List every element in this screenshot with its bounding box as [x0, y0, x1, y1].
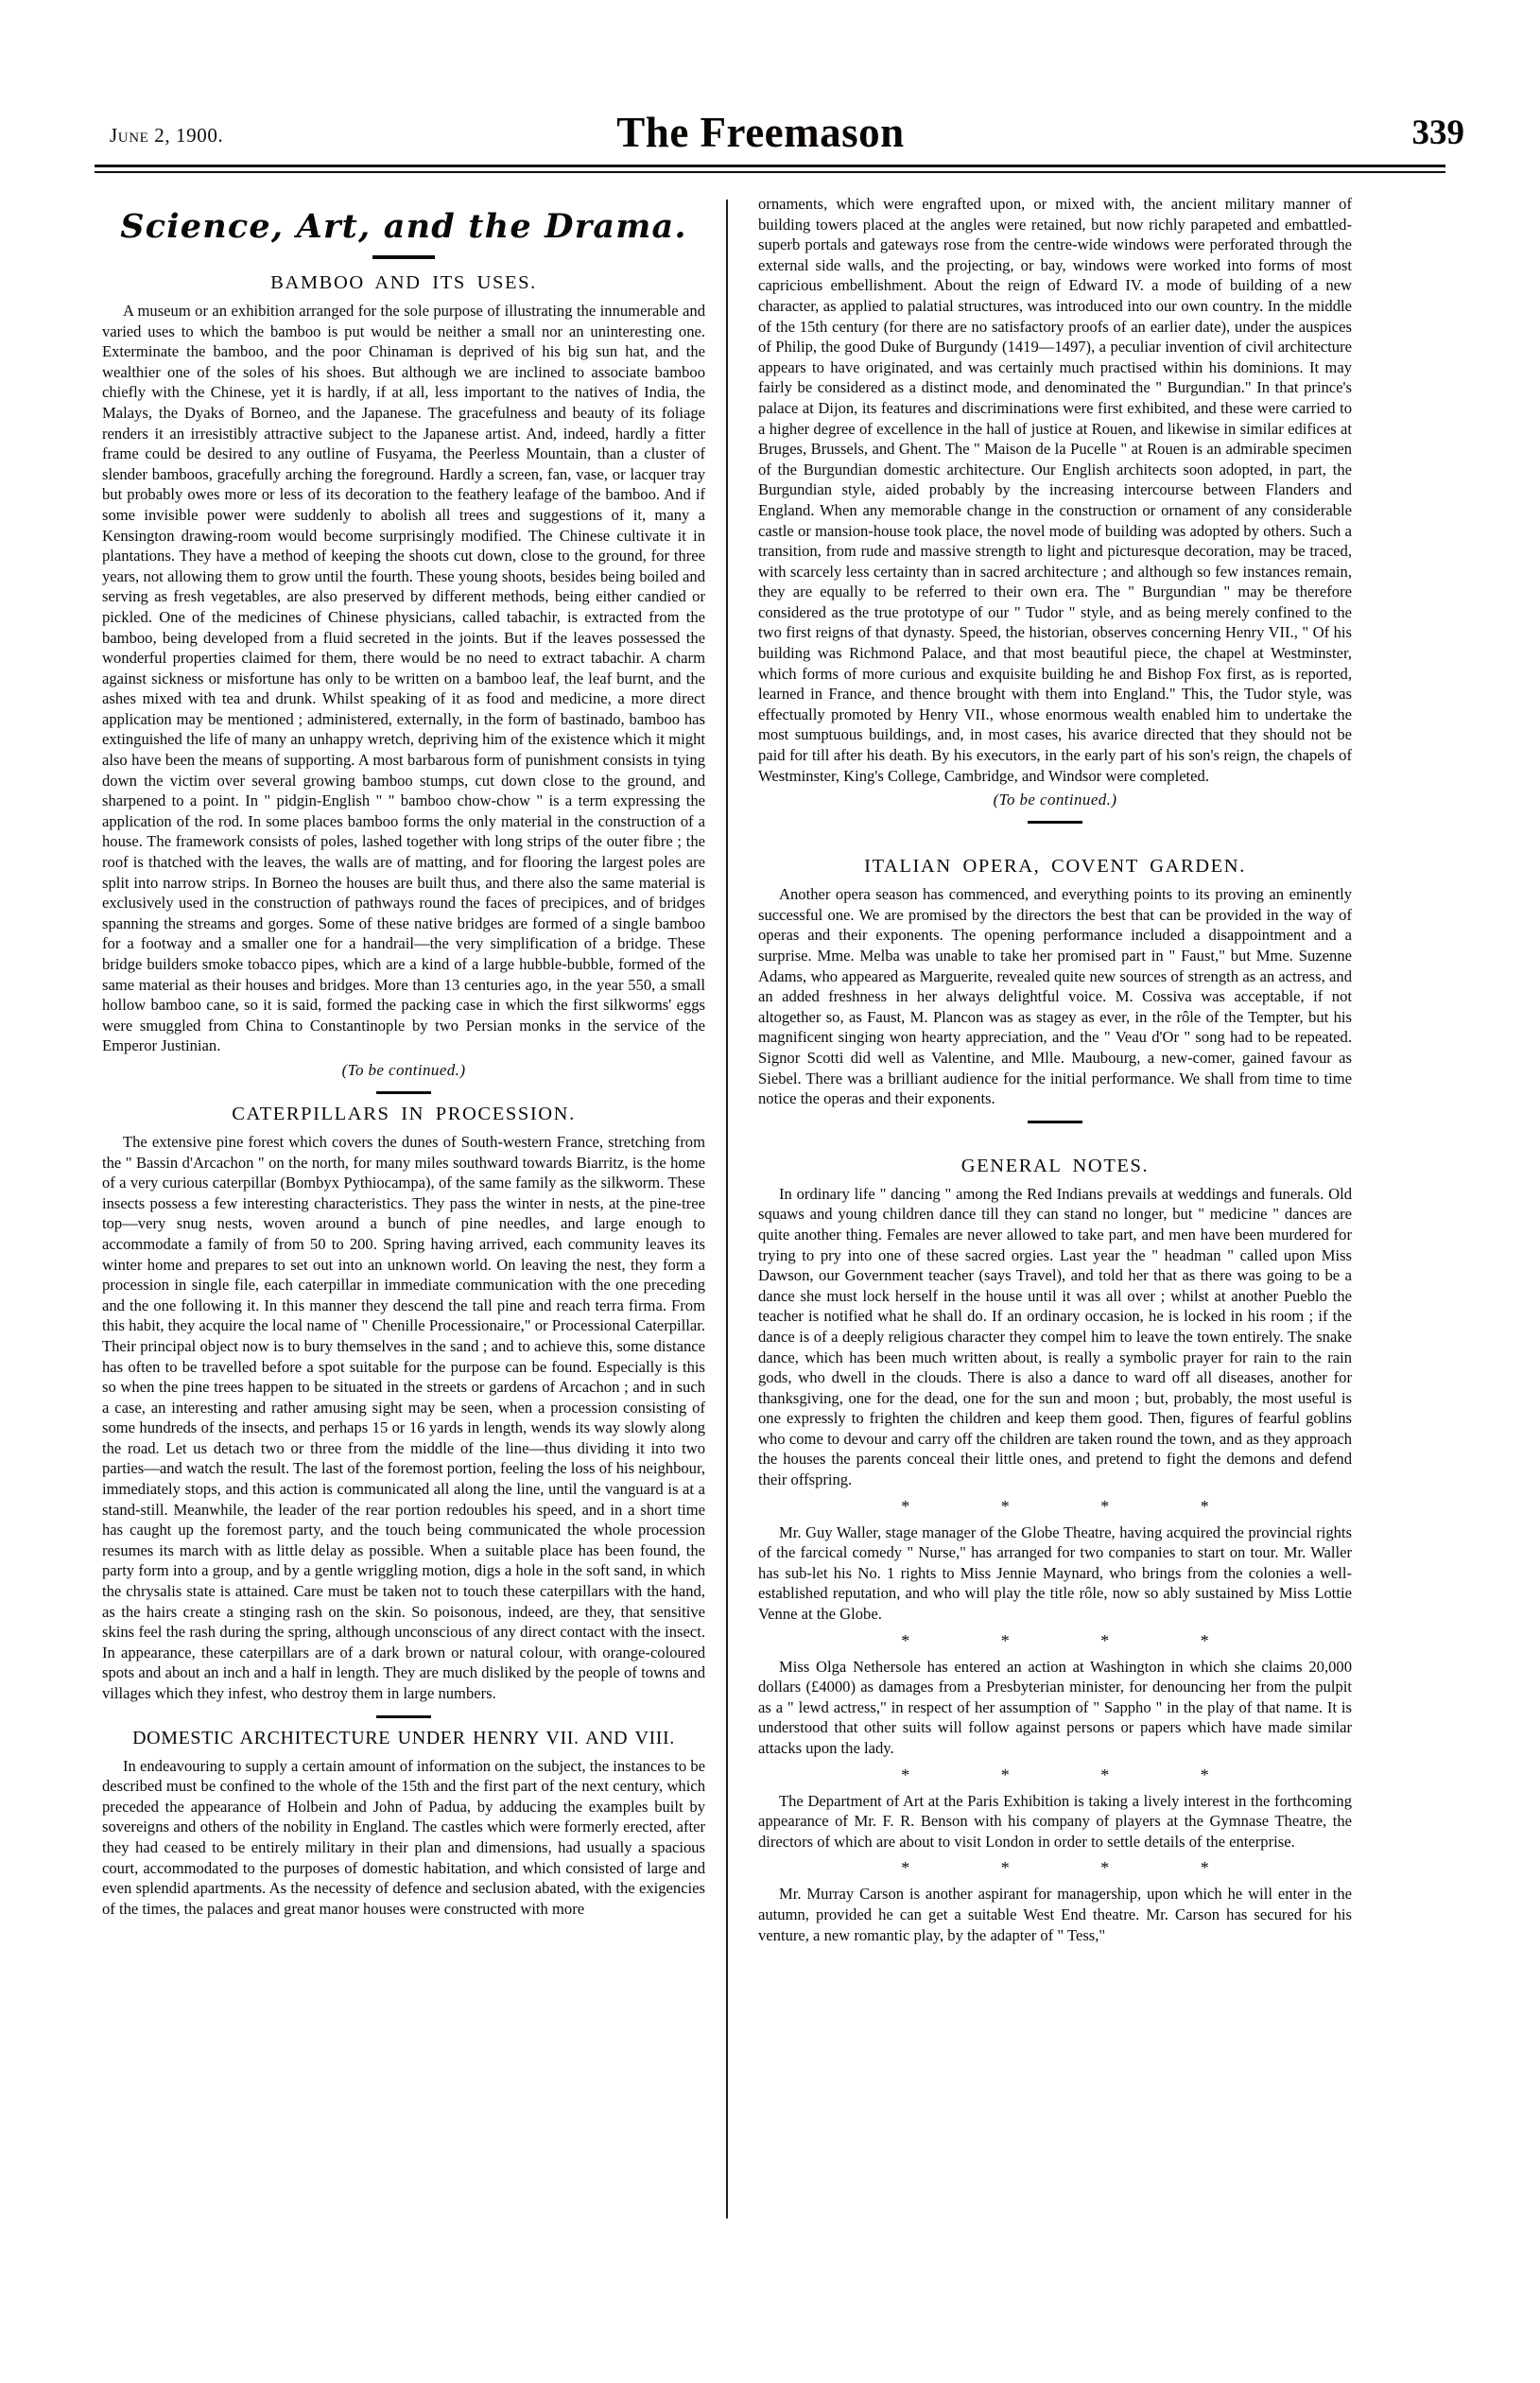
masthead-title: The Freemason	[616, 109, 905, 156]
star-divider-2: * * * *	[901, 1630, 1253, 1650]
right-column	[728, 194, 1352, 1945]
article-divider-1	[376, 1091, 431, 1094]
page-number: 339	[1411, 113, 1464, 152]
article-body-caterpillars: The extensive pine forest which covers the dunes of South-western France, stretching from the " Bassin d'Arcachon " on the north, for many miles southward towards Biarritz, is the home of a very curious caterpillar (Bombyx Pythiocampa), of the same family as the silkworm. These insects possess a few interesting characteristics. They pass the winter in nests, at the pine-tree top—very snug nests, woven around a bunch of pine needles, and large enough to accommodate a family of from 50 to 200. Spring having arrived, each community leaves its winter home and prepares to set out into an unknown world. On leaving the nest, they form a procession in single file, each caterpillar in immediate communication with the one preceding and the one following it. In this manner they descend the tall pine and reach terra firma. From this habit, they acquire the local name of " Chenille Processionaire," or Processional Caterpillar. Their principal object now is to bury themselves in the sand ; and to achieve this, some distance has often to be travelled before a spot suitable for the purpose can be found. Especially is this so when the pine trees happen to be situated in the streets or gardens of Arcachon ; and in such a case, an interesting and rather amusing sight may be seen, when a procession consisting of some hundreds of the insects, and perhaps 15 or 16 yards in length, wends its way slowly along the road. Let us detach two or three from the middle of the line—thus dividing it into two parties—and watch the result. The last of the foremost portion, feeling the loss of his neighbour, immediately stops, and this action is communicated all along the line, until the vanguard is at a stand-still. Meanwhile, the leader of the rear portion redoubles his speed, and in a short time has caught up the foremost party, and the touch being communicated the whole procession resumes its march with as little delay as possible. When a suitable place has been found, the party form into a group, and by a gentle wriggling motion, digs a hole in the soft sand, in which the chrysalis state is attained. Care must be taken not to touch these caterpillars with the hand, as the hairs create a stinging rash on the skin. So poisonous, indeed, are they, that sensitive skins feel the rash during the spring, although unconscious of any direct contact with the insect. In appearance, these caterpillars are of a dark brown or natural colour, with orange-coloured spots and about an inch and a half in length. They are much disliked by the people of towns and villages which they infest, who destroy them in large numbers.	[102, 1132, 705, 1702]
note-item-murray-carson: Mr. Murray Carson is another aspirant for managership, upon which he will enter in the autumn, provided he can get a suitable West End theatre. Mr. Carson has secured for his venture, a new romantic play, by the adapter of " Tess,"	[758, 1885, 1352, 1944]
masthead-date: June 2, 1900.	[110, 124, 224, 147]
note-item-olga-nethersole: Miss Olga Nethersole has entered an action at Washington in which she claims 20,000 dollars (£4000) as damages from a Presbyterian minister, for denouncing her from the pulpit as a " lewd actress," in respect of her assumption of " Sappho " in the play of that name. It is understood that other suits will follow against persons or papers which have made similar attacks upon the lady.	[758, 1657, 1352, 1757]
spacer-2	[758, 1133, 1352, 1152]
masthead-rule	[95, 165, 1445, 173]
masthead	[95, 74, 1464, 161]
star-divider-1: * * * *	[901, 1496, 1253, 1516]
continued-note-architecture: (To be continued.)	[993, 791, 1117, 809]
article-heading-domestic-architecture: DOMESTIC ARCHITECTURE UNDER HENRY VII. AND VIII.	[132, 1727, 675, 1748]
article-heading-general-notes: GENERAL NOTES.	[960, 1155, 1150, 1176]
article-body-bamboo: A museum or an exhibition arranged for the sole purpose of illustrating the innumerable and varied uses to which the bamboo is put would be neither a small nor an uninteresting one. Exterminate the bamboo, and the poor Chinaman is deprived of his big sun hat, and the wealthier one of the soles of his shoes. But although we are inclined to associate bamboo chiefly with the Chinese, yet it is hardly, if at all, less important to the natives of India, the Malays, the Dyaks of Borneo, and the Japanese. The gracefulness and beauty of its foliage renders it an irresistibly attractive subject to the Japanese artist. And, indeed, hardly a fitter frame could be desired to any outline of Fusyama, the Peerless Mountain, than a cluster of slender bamboos, gracefully arching the foreground. Hardly a screen, fan, vase, or lacquer tray but probably owes more or less of its decoration to the feathery leafage of the bamboo. And if some invisible power were suddenly to abolish all trees and suggestions of it, many a Kensington drawing-room would become surprisingly modified. The Chinese cultivate it in plantations. They have a method of keeping the shoots cut down, close to the ground, for three years, not allowing them to grow until the fourth. These young shoots, besides being boiled and serving as fresh vegetables, are also preserved by different methods, being either candied or pickled. One of the medicines of Chinese physicians, called tabachir, is extracted from the bamboo, being developed from a fluid secreted in the joints. But if the leaves possessed the wonderful properties claimed for them, there would be no need to extract tabachir. A charm against sickness or misfortune has only to be written on a bamboo leaf, the leaf burnt, and the ashes mixed with tea and drunk. Whilst speaking of it as food and medicine, a more direct application may be mentioned ; administered, externally, in the form of bastinado, bamboo has extinguished the life of many an unhappy wretch, depriving him of the existence which it might also have been the means of supporting. A most barbarous form of punishment consists in tying down the victim over several growing bamboo stumps, cut down close to the ground, and sharpened to a point. In " pidgin-English " " bamboo chow-chow " is a term expressing the application of the rod. In some places bamboo forms the only material in the construction of a house. The framework consists of poles, lashed together with long strips of the outer fibre ; the roof is thatched with the leaves, the walls are of matting, and for flooring the largest poles are split into narrow strips. In Borneo the houses are built thus, and there also the same material is exclusively used in the construction of pathways round the faces of precipices, and of bridges spanning the streams and gorges. Some of these native bridges are formed of a single bamboo for a footway and a smaller one for a handrail—the very simplification of a bridge. These bridge builders smoke tobacco pipes, which are a kind of a large hubble-bubble, formed of the same material as their houses and bridges. More than 13 centuries ago, in the year 550, a small hollow bamboo cane, so it is said, formed the packing case in which the first silkworms' eggs were smuggled from China to Constantinople by two Persian monks in the service of the Emperor Justinian.	[102, 302, 705, 1055]
article-body-general-notes: In ordinary life " dancing " among the Red Indians prevails at weddings and funerals. Old squaws and young children dance till they can stand no longer, but " medicine " dances are quite another thing. Females are never allowed to take part, and men have been murdered for trying to pry into one of these sacred orgies. Last year the " headman " called upon Miss Dawson, our Government teacher (says Travel), and told her that as there was going to be a dance she must lock herself in the house until it was all over ; whilst at another Pueblo the teacher is notified what he shall do. If an ordinary occasion, he is locked in his room ; if the dance is of a deeply religious character they compel him to leave the town entirely. The snake dance, which has been much written about, is really a symbolic prayer for rain to the rain gods, who dwell in the clouds. There is also a dance to ward off all diseases, another for thanksgiving, one for the dead, one for the sun and moon ; but, probably, the most useful is one expressly to frighten the children and keep them good. Then, figures of fearful goblins who come to devour and carry off the children are taken round the town, and as they approach the houses the parents conceal their little ones, and pretend to fight the demons and defend their offspring.	[758, 1184, 1352, 1489]
article-heading-italian-opera: ITALIAN OPERA, COVENT GARDEN.	[864, 856, 1246, 878]
left-column	[102, 194, 726, 1919]
note-item-paris-exhibition: The Department of Art at the Paris Exhibition is taking a lively interest in the forthcoming appearance of Mr. F. R. Benson with his company of players at the Gymnase Theatre, the directors of which are about to visit London in order to settle details of the enterprise.	[758, 1791, 1352, 1851]
continued-note-bamboo: (To be continued.)	[341, 1060, 466, 1079]
article-divider-3	[1028, 821, 1082, 824]
article-divider-2	[376, 1715, 431, 1718]
note-item-guy-waller: Mr. Guy Waller, stage manager of the Globe Theatre, having acquired the provincial rights of the farcical comedy " Nurse," has arranged for two companies to start on tour. Mr. Waller has sub-let his No. 1 rights to Miss Jennie Maynard, who brings from the colonies a well-established reputation, and who will play the title rôle, now so ably sustained by Miss Lottie Venne at the Globe.	[758, 1522, 1352, 1624]
article-divider-4	[1028, 1121, 1082, 1123]
newspaper-page	[0, 74, 1540, 2383]
article-body-domestic-architecture-continued: ornaments, which were engrafted upon, or mixed with, the ancient military manner of building towers placed at the angles were retained, but now richly parapeted and embattled-superb portals and gateways rose from the centre-wide windows were perforated through the external side walls, and the projecting, or bay, windows were worked into forms of most capricious embellishment. About the reign of Edward IV. a mode of building of a new character, as applied to palatial structures, was introduced into our own country. In the middle of the 15th century (for there are no satisfactory proofs of an earlier date), under the auspices of Philip, the good Duke of Burgundy (1419—1497), a peculiar invention of civil architecture appears to have originated, and was certainly much practised within his dominions. It may fairly be considered as a distinct mode, and denominated the " Burgundian." In that prince's palace at Dijon, its features and discriminations were first exhibited, and these were carried to a higher degree of excellence in the hall of justice at Rouen, and likewise in similar edifices at Bruges, Brussels, and Ghent. The " Maison de la Pucelle " at Rouen is an admirable specimen of the Burgundian domestic architecture. Our English architects soon adopted, in part, the Burgundian style, aided probably by the increasing intercourse between Flanders and England. When any memorable change in the construction or ornament of any considerable castle or mansion-house took place, the novel mode of building was adopted by others. Such a transition, from rude and massive strength to light and picturesque decoration, may be traced, with scarcely less certainty than in sacred architecture ; and although so few instances remain, they are equally to be referred to their own era. The " Burgundian " may be therefore considered as the true prototype of our " Tudor " style, and as being merely confined to the two first reigns of that dynasty. Speed, the historian, observes concerning Henry VII., " Of his building was Richmond Palace, and that most beautiful piece, the chapel at Westminster, which forms of more curious and exquisite building he and Bishop Fox first, as is reported, learned in France, and thence brought with them into England." This, the Tudor style, was effectually promoted by Henry VII., whose enormous wealth enabled him to undertake the most sumptuous buildings, and, in most cases, his avarice directed that they should not be paid for till after his death. By his executors, in the early part of his son's reign, the chapels of Westminster, King's College, Cambridge, and Windsor were completed.	[758, 195, 1352, 785]
article-body-domestic-architecture: In endeavouring to supply a certain amount of information on the subject, the instances to be described must be confined to the whole of the 15th and the first part of the next century, which preceded the appearance of Holbein and John of Padua, by adducing the examples built by sovereigns and others of the nobility in England. The castles which were formerly erected, after they had ceased to be entirely military in their plan and dimensions, had usually a spacious court, accommodated to the purposes of domestic habitation, and which consisted of large and even splendid apartments. As the necessity of defence and seclusion abated, with the exigencies of the times, the palaces and great manor houses were constructed with more	[102, 1756, 705, 1918]
section-title: Science, Art, and the Drama.	[120, 207, 687, 246]
spacer-1	[758, 833, 1352, 852]
article-heading-caterpillars: CATERPILLARS IN PROCESSION.	[232, 1103, 576, 1124]
article-body-italian-opera: Another opera season has commenced, and everything points to its proving an eminently successful one. We are promised by the directors the best that can be provided in the way of operas and their exponents. The opening performance included a disappointment and a surprise. Mme. Melba was unable to take her promised part in " Faust," but Mme. Suzenne Adams, who appeared as Marguerite, revealed quite new sources of strength as an actress, and an added freshness in her always delightful voice. M. Cossiva was acceptable, if not altogether so, as Faust, M. Plancon was as stagey as ever, in the rôle of the Tempter, but his magnificent singing won hearty appreciation, and the " Veau d'Or " song had to be repeated. Signor Scotti did well as Valentine, and Mlle. Maubourg, a new-comer, gained favour as Siebel. There was a brilliant audience for the initial performance. We shall from time to time notice the operas and their exponents.	[758, 885, 1352, 1108]
article-heading-bamboo: BAMBOO AND ITS USES.	[270, 272, 537, 293]
star-divider-4: * * * *	[901, 1858, 1253, 1878]
star-divider-3: * * * *	[901, 1765, 1253, 1784]
column-container	[102, 194, 1445, 2218]
section-rule	[372, 255, 435, 259]
